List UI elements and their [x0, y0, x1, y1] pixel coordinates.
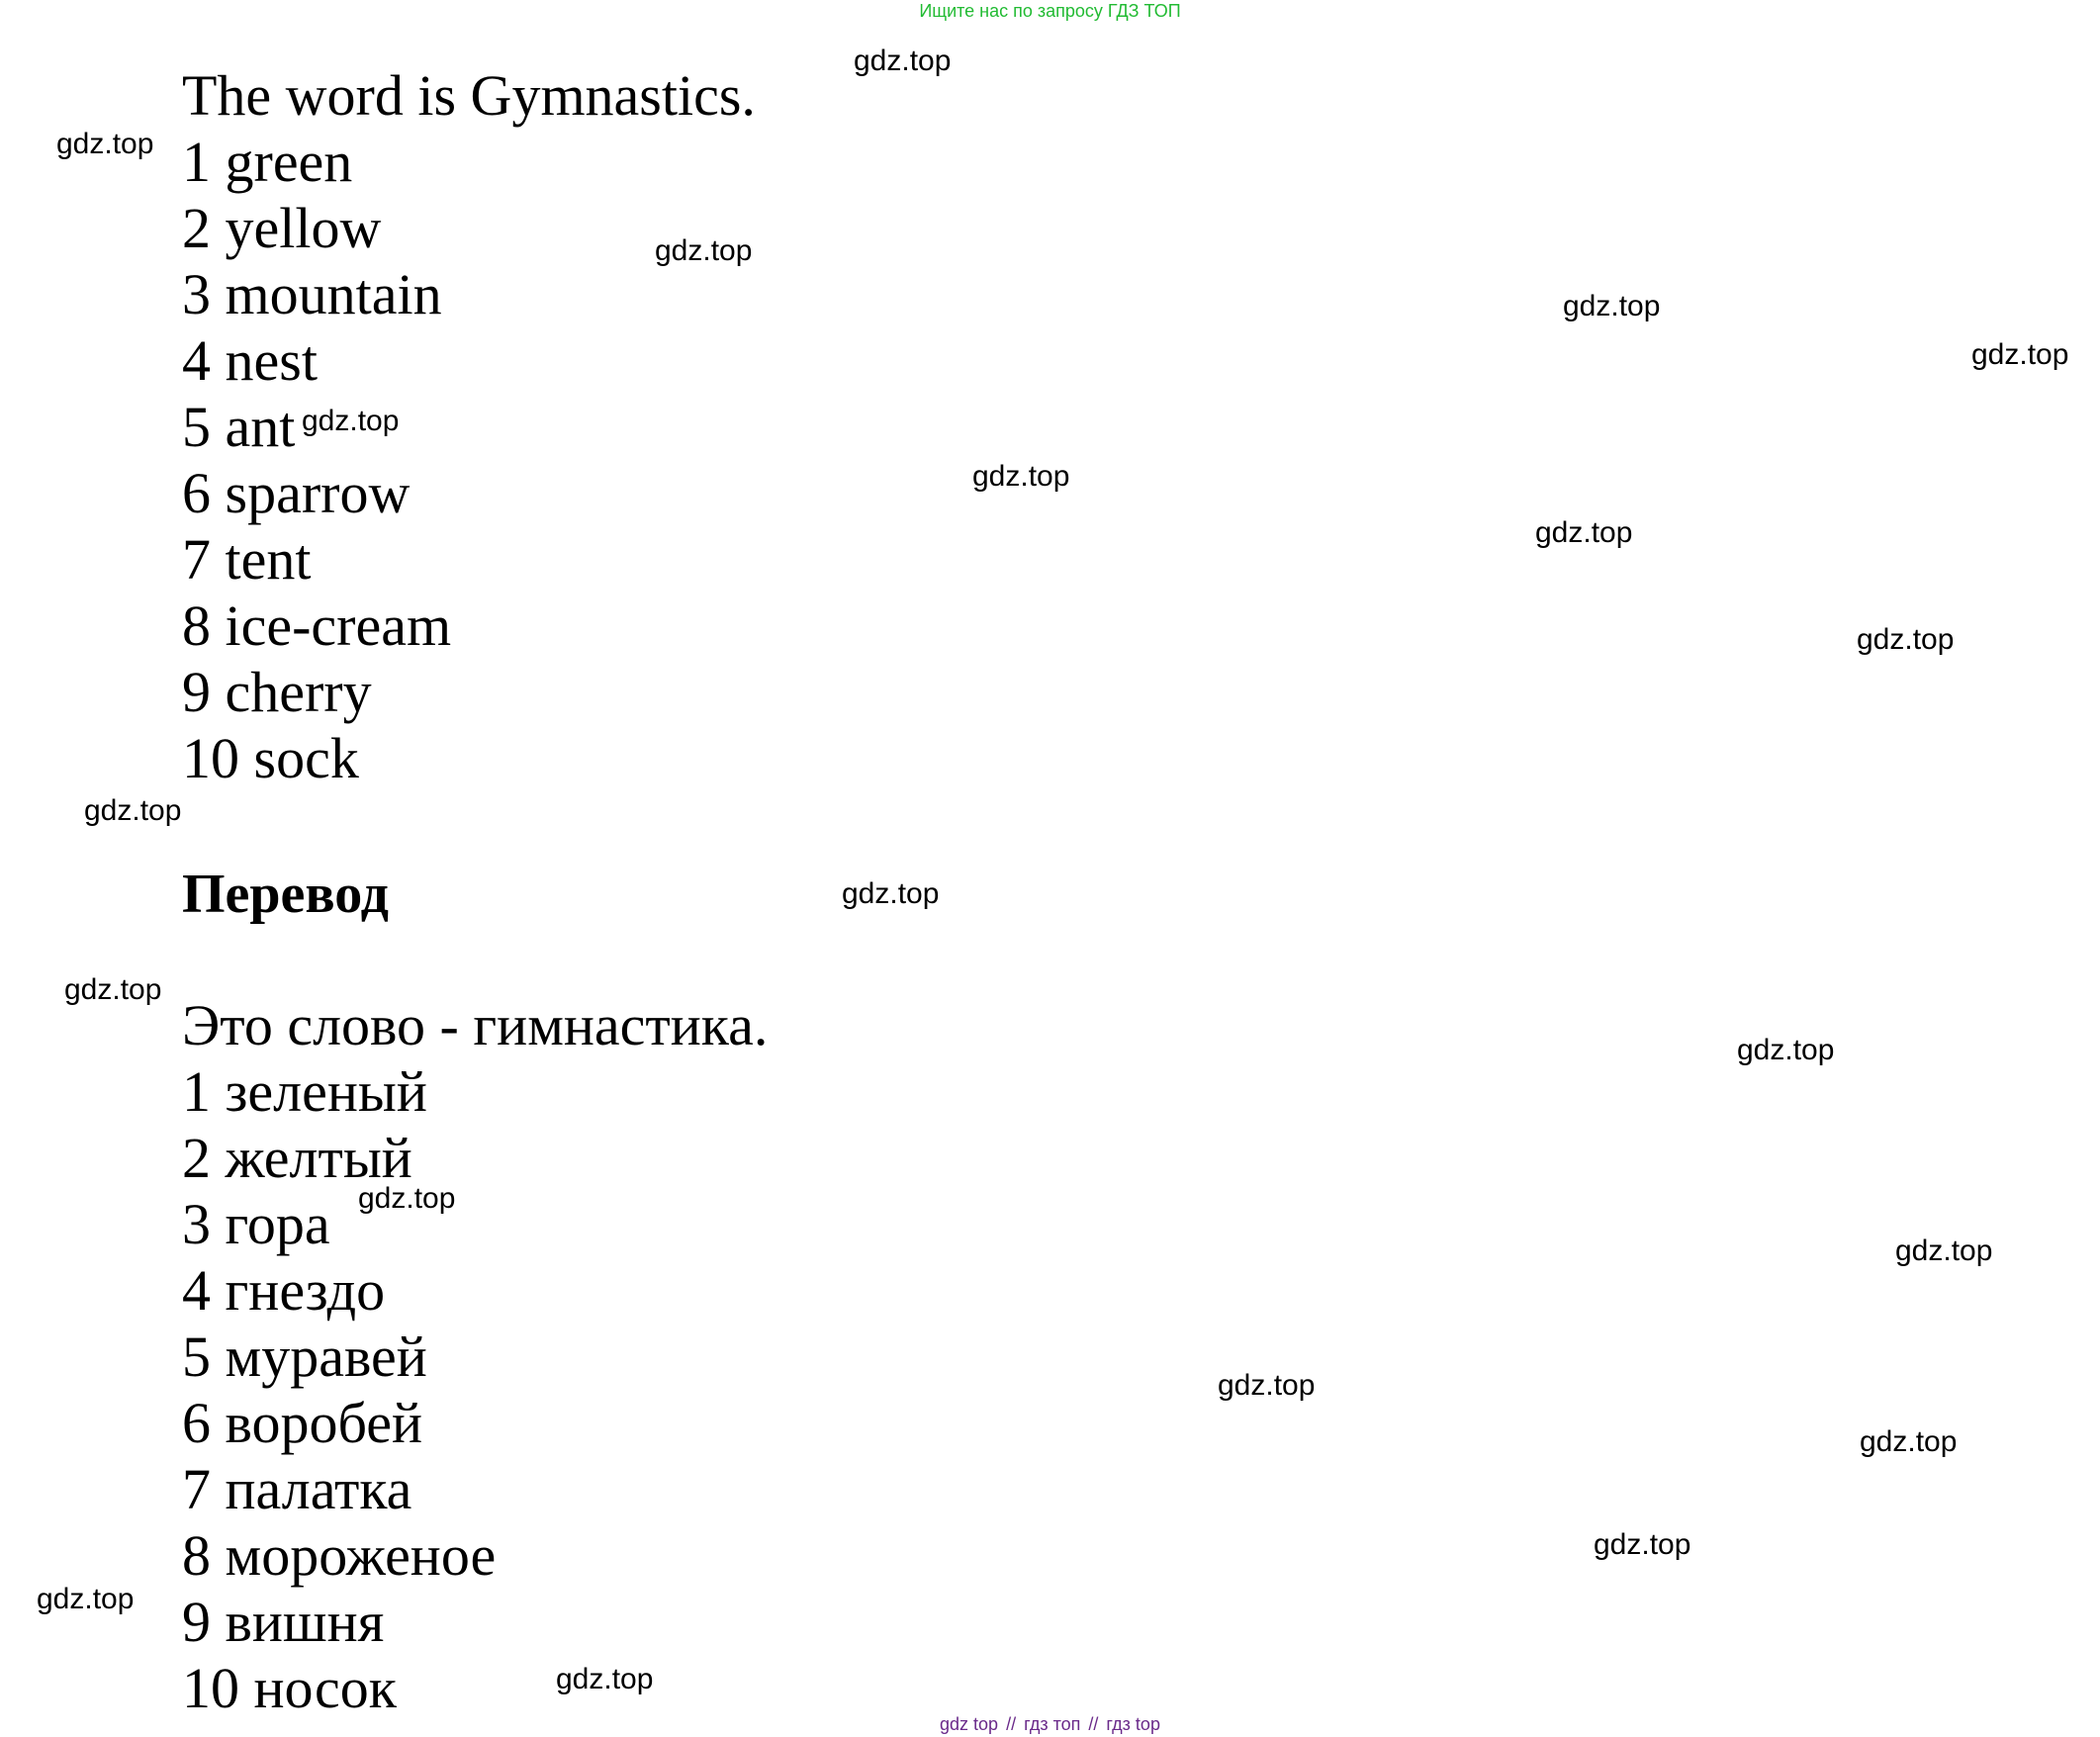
english-item-2: 2 yellow: [182, 196, 382, 260]
watermark: gdz.top: [1737, 1034, 1835, 1066]
footer-links: [0, 1714, 2100, 1735]
watermark: gdz.top: [358, 1182, 456, 1215]
russian-item-9: 9 вишня: [182, 1590, 385, 1654]
russian-item-1: 1 зеленый: [182, 1059, 427, 1124]
russian-item-8: 8 мороженое: [182, 1523, 497, 1588]
footer-link[interactable]: гдз топ: [1024, 1714, 1081, 1734]
footer-link[interactable]: гдз top: [1106, 1714, 1160, 1734]
russian-item-6: 6 воробей: [182, 1391, 423, 1455]
watermark: gdz.top: [1594, 1528, 1691, 1561]
watermark: gdz.top: [1971, 338, 2069, 371]
translation-heading: Перевод: [182, 864, 389, 925]
footer-link[interactable]: gdz top: [940, 1714, 999, 1734]
english-item-1: 1 green: [182, 130, 353, 194]
english-item-8: 8 ice-cream: [182, 594, 452, 658]
watermark: gdz.top: [1857, 623, 1955, 656]
watermark: gdz.top: [1860, 1425, 1958, 1458]
watermark: gdz.top: [972, 460, 1070, 493]
english-item-9: 9 cherry: [182, 660, 372, 724]
watermark: gdz.top: [56, 128, 154, 160]
watermark: gdz.top: [556, 1663, 654, 1695]
english-intro: The word is Gymnastics.: [182, 63, 756, 128]
watermark: gdz.top: [1563, 290, 1661, 322]
russian-item-3: 3 гора: [182, 1192, 330, 1256]
search-hint-banner: Ищите нас по запросу ГДЗ ТОП: [919, 1, 1181, 21]
english-item-10: 10 sock: [182, 726, 359, 790]
russian-item-10: 10 носок: [182, 1656, 397, 1720]
russian-item-7: 7 палатка: [182, 1457, 412, 1521]
watermark: gdz.top: [37, 1583, 135, 1615]
watermark: gdz.top: [84, 794, 182, 827]
watermark: gdz.top: [854, 45, 952, 77]
english-item-7: 7 tent: [182, 527, 312, 592]
english-item-4: 4 nest: [182, 328, 318, 393]
footer-separator: //: [1006, 1714, 1017, 1734]
english-item-3: 3 mountain: [182, 262, 442, 326]
watermark: gdz.top: [655, 234, 753, 267]
russian-item-2: 2 желтый: [182, 1126, 412, 1190]
watermark: gdz.top: [302, 405, 400, 437]
watermark: gdz.top: [1218, 1369, 1316, 1402]
russian-intro: Это слово - гимнастика.: [182, 993, 769, 1057]
watermark: gdz.top: [1535, 516, 1633, 549]
watermark: gdz.top: [1895, 1234, 1993, 1267]
watermark: gdz.top: [842, 877, 940, 910]
english-item-5: 5 ant: [182, 395, 296, 459]
russian-item-5: 5 муравей: [182, 1325, 427, 1389]
watermark: gdz.top: [64, 973, 162, 1006]
russian-item-4: 4 гнездо: [182, 1258, 386, 1323]
english-item-6: 6 sparrow: [182, 461, 411, 525]
footer-separator: //: [1088, 1714, 1099, 1734]
